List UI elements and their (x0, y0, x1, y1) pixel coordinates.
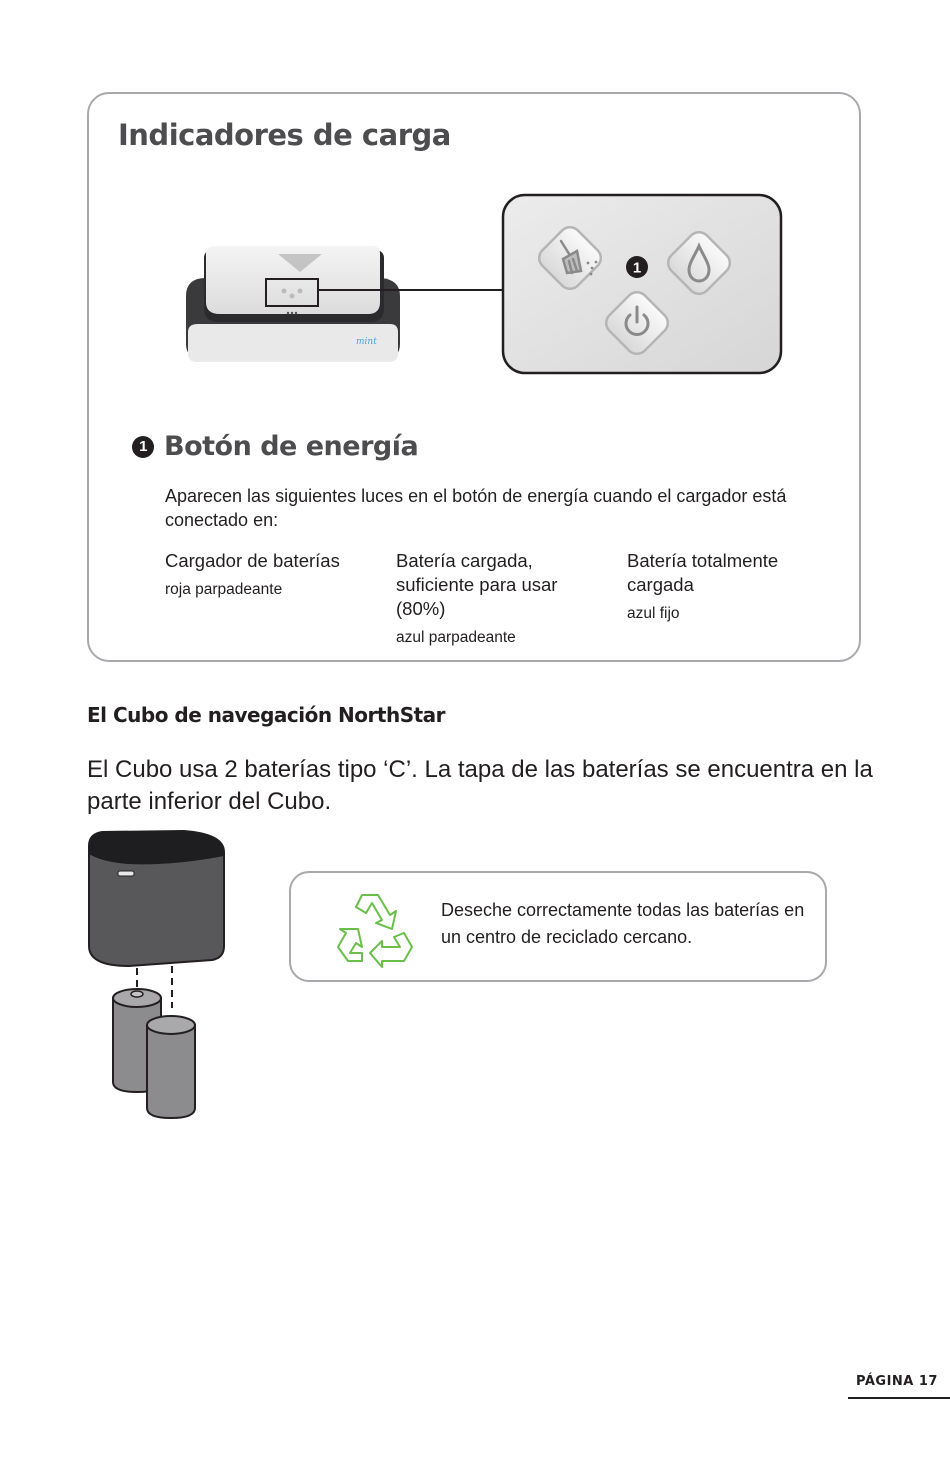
indicator-column (165, 549, 375, 599)
section-number-badge: 1 (132, 436, 154, 458)
svg-text:1: 1 (632, 259, 642, 277)
intro-text: Aparecen las siguientes luces en el botón de energía cuando el cargador está conectado en: (165, 486, 787, 530)
indicator-label: Cargador de baterías (165, 550, 340, 571)
cube-section-title: El Cubo de navegación NorthStar (87, 703, 446, 727)
battery (147, 1016, 195, 1118)
indicator-label: Batería cargada, suficiente para usar (80%) (396, 550, 558, 619)
indicator-value: azul fijo (627, 605, 680, 622)
cube-batteries-illustration (84, 828, 229, 1120)
indicator-value: roja parpadeante (165, 581, 283, 598)
callout-line (318, 289, 502, 291)
indicator-value: azul parpadeante (396, 629, 516, 646)
page-number: PÁGINA 17 (856, 1374, 938, 1389)
cube-body-text: El Cubo usa 2 baterías tipo ‘C’. La tapa de las baterías se encuentra en la parte inferior del Cubo. (87, 756, 873, 815)
page-number-rule (848, 1397, 950, 1399)
control-panel-illustration (499, 191, 785, 377)
svg-text:mint: mint (356, 337, 377, 347)
card-title: Indicadores de carga (118, 118, 451, 152)
robot-mop-illustration (178, 244, 408, 379)
power-button-heading (132, 431, 418, 462)
indicator-column (396, 549, 586, 647)
indicator-column (627, 549, 817, 623)
recycle-notice-text: Deseche correctamente todas las baterías en un centro de reciclado cercano. (441, 900, 805, 947)
section-title: Botón de energía (164, 431, 419, 462)
indicator-label: Batería totalmente cargada (627, 550, 779, 595)
recycle-icon (332, 889, 416, 969)
